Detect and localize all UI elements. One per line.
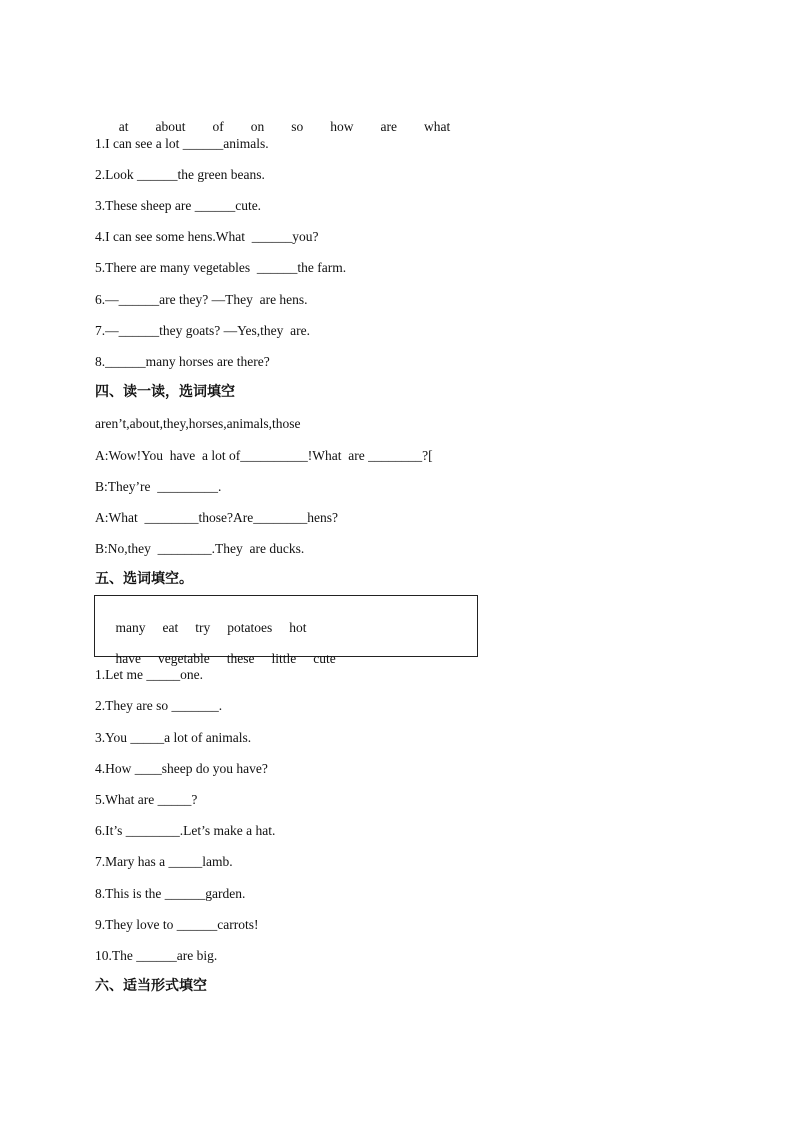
word-bank-word: of [212,119,224,134]
word-bank-word: try [195,620,211,635]
word-bank-word: eat [162,620,179,635]
question-item: 8.______many horses are there? [95,354,270,369]
word-bank-word: about [155,119,186,134]
question-item: 8.This is the ______garden. [95,886,246,901]
word-bank-word: little [271,651,297,666]
dialogue-line: A:Wow!You have a lot of__________!What are ________?[ [95,448,433,463]
word-bank-word: so [291,119,304,134]
question-item: 10.The ______are big. [95,948,218,963]
question-item: 2.They are so _______. [95,698,223,713]
word-list: aren’t,about,they,horses,animals,those [95,416,301,431]
word-bank-word: on [250,119,265,134]
question-item: 7.Mary has a _____lamb. [95,854,233,869]
question-item: 6.—______are they? —They are hens. [95,292,308,307]
word-bank-word: have [115,651,141,666]
word-bank-word: potatoes [227,620,273,635]
word-bank-word: hot [289,620,307,635]
word-bank-word: at [118,119,129,134]
dialogue-line: A:What ________those?Are________hens? [95,510,338,525]
dialogue-line: B:No,they ________.They are ducks. [95,541,305,556]
question-item: 5.What are _____? [95,792,198,807]
question-item: 9.They love to ______carrots! [95,917,259,932]
section-heading: 五、选词填空。 [95,571,193,587]
word-bank-box [94,595,478,666]
question-item: 1.Let me _____one. [95,667,203,682]
section-heading: 六、适当形式填空 [95,978,207,994]
question-item: 1.I can see a lot ______animals. [95,136,269,151]
word-bank-3 [112,103,477,135]
question-item: 3.You _____a lot of animals. [95,730,252,745]
section-heading: 四、读一读，选词填空 [95,384,235,400]
word-bank-word: vegetable [157,651,210,666]
word-bank-word: many [115,620,146,635]
word-bank-word: how [330,119,354,134]
word-bank-word: are [380,119,397,134]
question-item: 7.—______they goats? —Yes,they are. [95,323,310,338]
dialogue-line: B:They’re _________. [95,479,222,494]
question-item: 4.I can see some hens.What ______you? [95,229,319,244]
question-item: 5.There are many vegetables ______the farm. [95,260,347,275]
question-item: 6.It’s ________.Let’s make a hat. [95,823,276,838]
word-bank-word: these [226,651,255,666]
question-item: 4.How ____sheep do you have? [95,761,268,776]
question-item: 3.These sheep are ______cute. [95,198,262,213]
word-bank-word: what [424,119,451,134]
question-item: 2.Look ______the green beans. [95,167,265,182]
word-bank-word: cute [313,651,336,666]
